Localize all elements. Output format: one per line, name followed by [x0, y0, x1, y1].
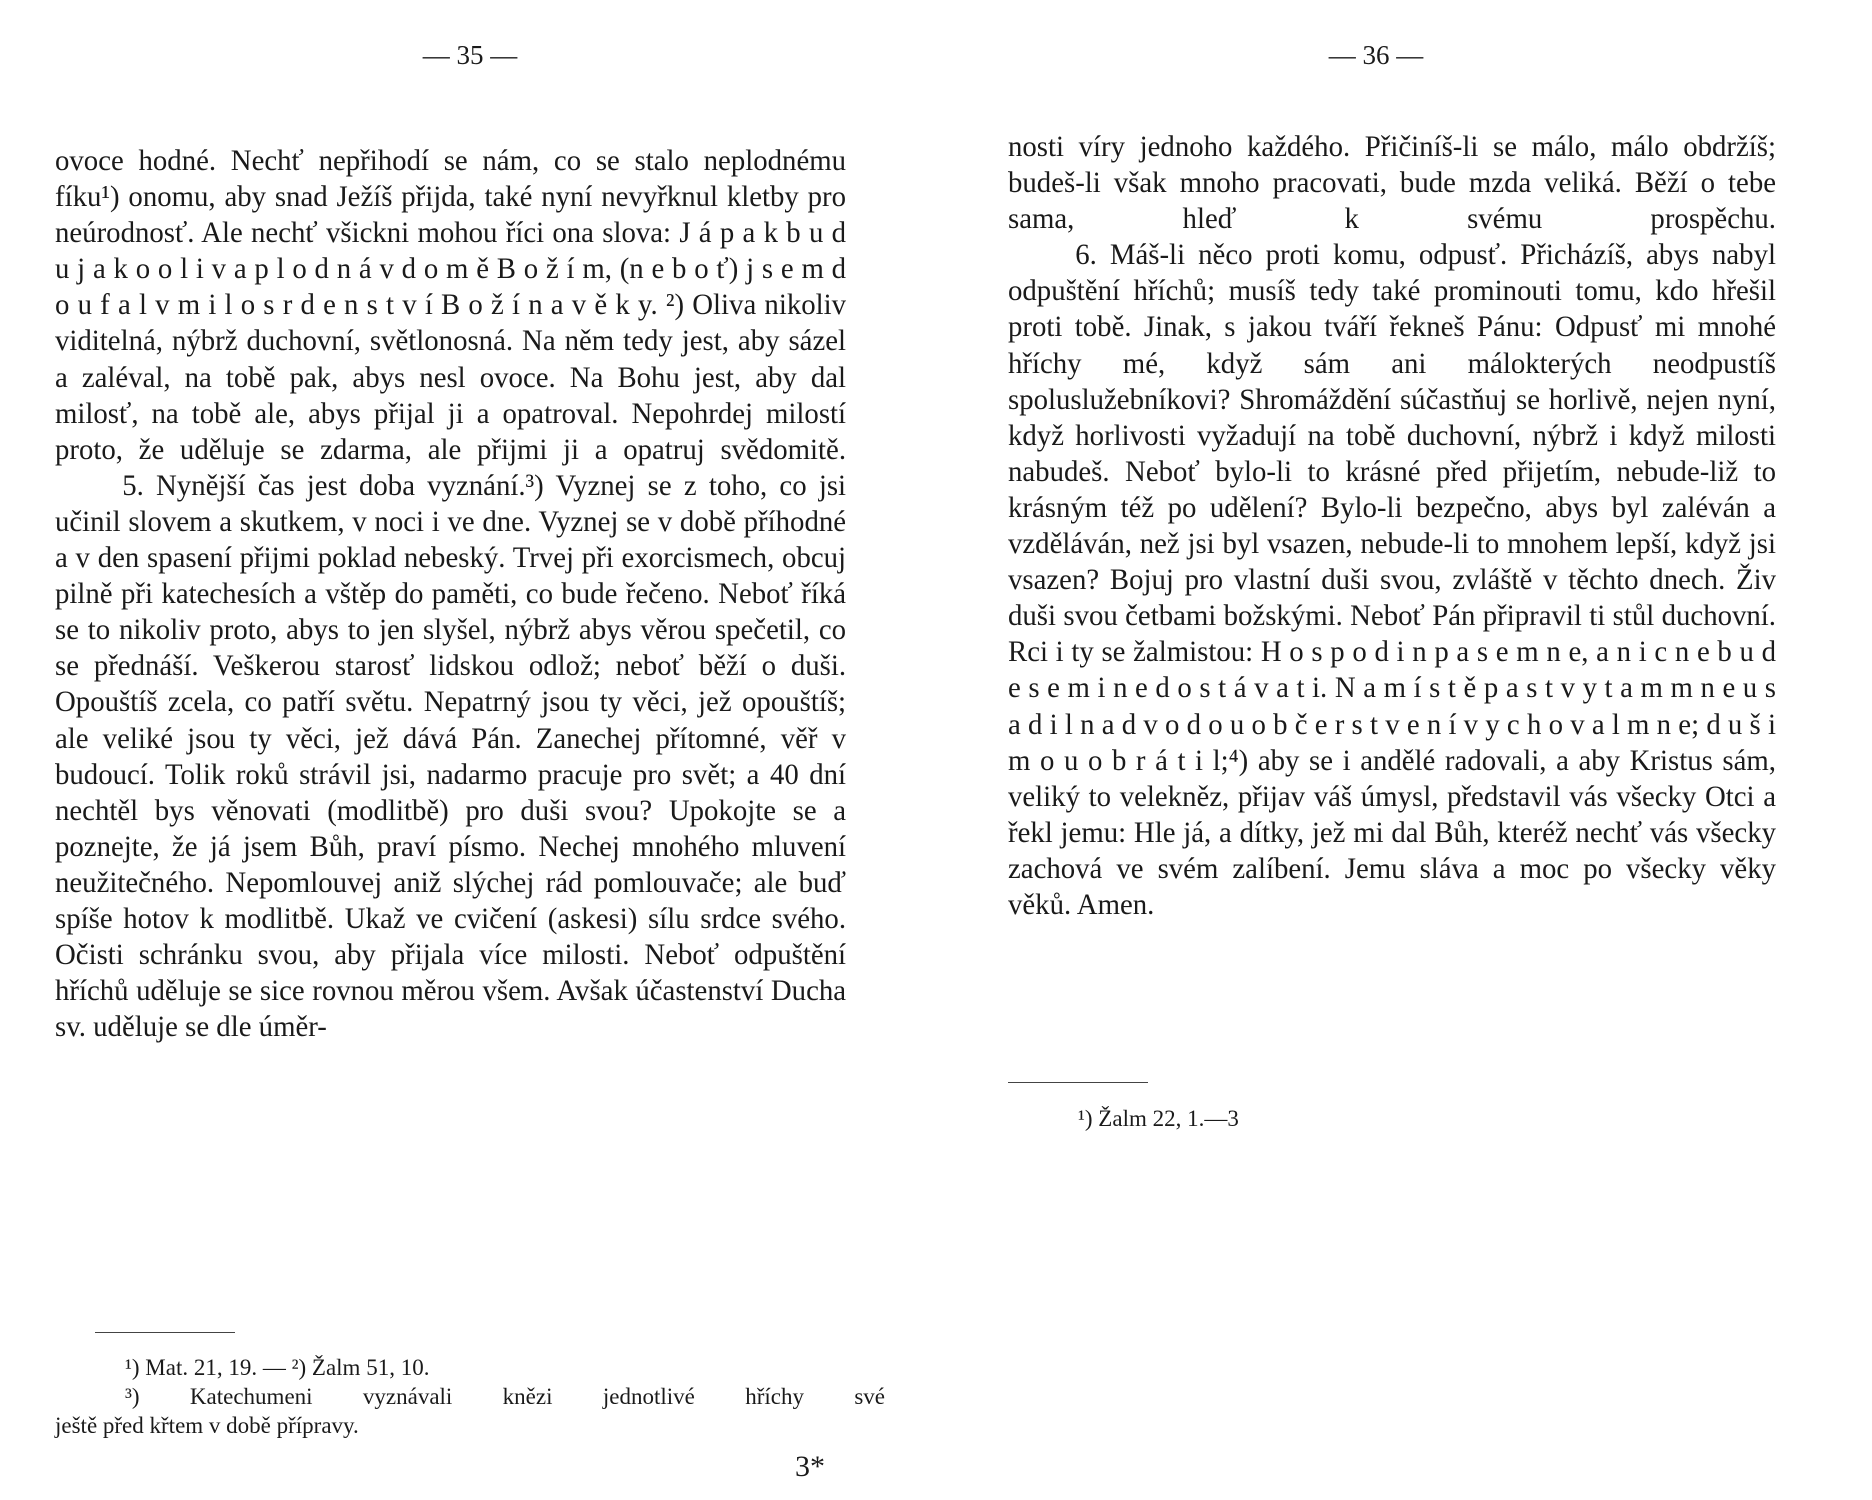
- paragraph: ovoce hodné. Nechť nepřihodí se nám, co se stalo neplodnému fíku¹) onomu, aby snad Ježíš přijda, také nyní nevyřknul kletby pro neúrodnosť. Ale nechť všickni mohou říci ona slova: J á p a k b u d u j a k o o l i v a p l o d n á v d o m ě B o ž í m, (n e b o ť) j s e m d o u f a l v m i l o s r d e n s t v í B o ž í n a v ě k y. ²) Oliva nikoliv viditelná, nýbrž duchovní, světlonosná. Na něm tedy jest, aby sázel a zaléval, na tobě pak, abys nesl ovoce. Na Bohu jest, aby dal milosť, na tobě ale, abys přijal ji a opatroval. Nepohrdej milostí proto, že uděluje se zdarma, ale přijmi ji a opatruj svědomitě.: [55, 144, 847, 466]
- footnotes: [1008, 1104, 1808, 1133]
- page-number: — 36 —: [1328, 40, 1424, 70]
- page-body: [55, 143, 846, 1045]
- paragraph: 5. Nynější čas jest doba vyznání.³) Vyznej se z toho, co jsi učinil slovem a skutkem, v noci i ve dne. Vyznej se v době příhodné a v den spasení přijmi poklad nebeský. Trvej při exorcismech, obcuj pilně při katechesích a vštěp do paměti, co bude řečeno. Neboť říká se to nikoliv proto, abys to jen slyšel, nýbrž abys věrou spečetil, co se přednáší. Veškerou starosť lidskou odlož; neboť běží o duši. Opouštíš zcela, co patří světu. Nepatrný jsou ty věci, jež opouštíš; ale veliké jsou ty věci, jež dává Pán. Zanechej přítomné, věř v budoucí. Tolik roků strávil jsi, nadarmo pracuje pro svět; a 40 dní nechtěl bys věnovati (modlitbě) pro duši svou? Upokojte se a poznejte, že já jsem Bůh, praví písmo. Nechej mnohého mluvení neužitečného. Nepomlouvej aniž slýchej rád pomlouvače; ale buď spíše hotov k modlitbě. Ukaž ve cvičení (askesi) sílu srdce svého. Očisti schránku svou, aby přijala více milosti. Neboť odpuštění hříchů uděluje se sice rovnou měrou všem. Avšak účastenství Ducha sv. uděluje se dle úměr-: [55, 468, 847, 1044]
- footnote: ¹) Mat. 21, 19. — ²) Žalm 51, 10.: [125, 1355, 430, 1380]
- paragraph: nosti víry jednoho každého. Přičiníš-li se málo, málo obdržíš; budeš-li však mnoho pracovati, bude mzda veliká. Běží o tebe sama, hleď k svému prospěchu.: [1008, 130, 1776, 236]
- signature-mark: 3*: [795, 1450, 825, 1483]
- footnotes: [55, 1353, 885, 1440]
- right-page: [936, 0, 1872, 1500]
- paragraph: 6. Máš-li něco proti komu, odpusť. Přicházíš, abys nabyl odpuštění hříchů; musíš tedy také prominouti tomu, kdo hřešil proti tobě. Jinak, s jakou tváří řekneš Pánu: Odpusť mi mnohé hříchy mé, když sám ani málokterých neodpustíš spoluslužebníkovi? Shromáždění súčastňuj se horlivě, nejen nyní, když horlivosti vyžadují na tobě duchovní, nýbrž i když milosti nabudeš. Neboť bylo-li to krásné před přijetím, nebude-liž to krásným též po udělení? Bylo-li bezpečno, abys byl zaléván a vzděláván, než jsi byl vsazen, nebude-li to mnohem lepší, když jsi vsazen? Bojuj pro vlastní duši svou, zvláště v těchto dnech. Živ duši svou četbami božskými. Neboť Pán připravil ti stůl duchovní. Rci i ty se žalmistou: H o s p o d i n p a s e m n e, a n i c n e b u d e s e m i n e d o s t á v a t i. N a m í s t ě p a s t v y t a m m n e u s a d i l n a d v o d o u o b č e r s t v e n í v y c h o v a l m n e; d u š i m o u o b r á t i l;⁴) aby se i andělé radovali, a aby Kristus sám, veliký to velekněz, přijav váš úmysl, představil vás všecky Otci a řekl jemu: Hle já, a dítky, jež mi dal Bůh, kteréž nechť vás všecky zachová ve svém zalíbení. Jemu sláva a moc po všecky věky věků. Amen.: [1008, 238, 1776, 921]
- footnote-divider: [95, 1332, 235, 1333]
- footnote: ³) Katechumeni vyznávali knězi jednotlivé hříchy své: [125, 1384, 885, 1409]
- footnote: ještě před křtem v době přípravy.: [55, 1413, 359, 1438]
- page-body: [1008, 129, 1776, 923]
- footnote-divider: [1008, 1082, 1148, 1083]
- footnote: ¹) Žalm 22, 1.—3: [1078, 1106, 1239, 1131]
- page-number: — 35 —: [422, 40, 518, 70]
